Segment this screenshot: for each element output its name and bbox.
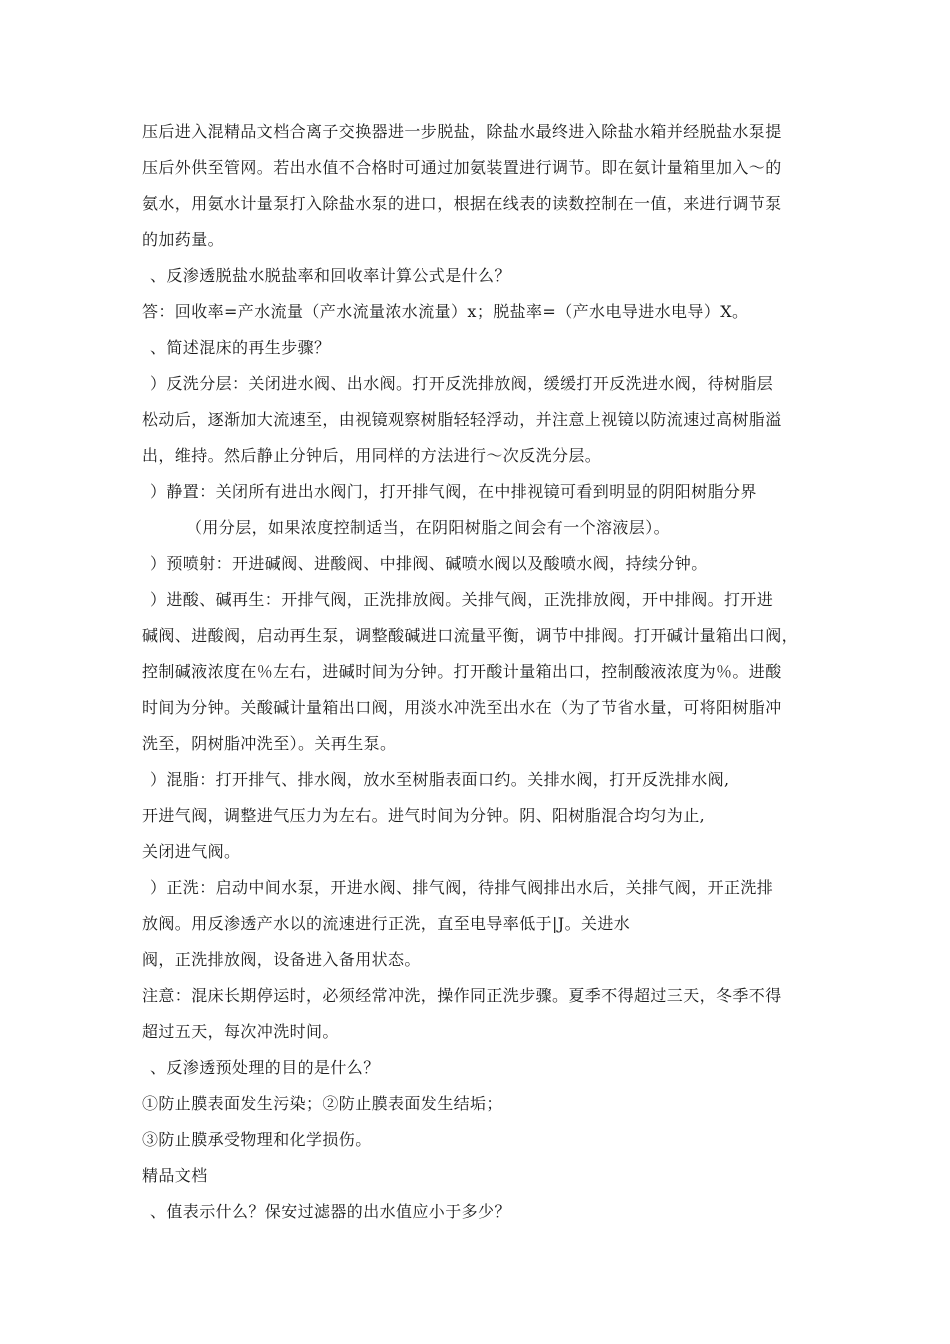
step-line: ）进酸、碱再生：开排气阀，正洗排放阀。关排气阀，正洗排放阀，开中排阀。打开进 [150,590,774,609]
step-line: ）预喷射：开进碱阀、进酸阀、中排阀、碱喷水阀以及酸喷水阀，持续分钟。 [150,554,708,573]
step-line: ）反洗分层：关闭进水阀、出水阀。打开反洗排放阀，缓缓打开反洗进水阀，待树脂层 [150,374,774,393]
paragraph-line: 的加药量。 [142,230,225,249]
paragraph-line: （用分层，如果浓度控制适当，在阴阳树脂之间会有一个溶液层）。 [186,518,671,537]
paragraph-line: 控制碱液浓度在％左右，进碱时间为分钟。打开酸计量箱出口，控制酸液浓度为％。进酸 [142,662,782,681]
paragraph-line: 碱阀、进酸阀，启动再生泵，调整酸碱进口流量平衡，调节中排阀。打开碱计量箱出口阀， [142,626,799,645]
paragraph-line: 开进气阀，调整进气压力为左右。进气时间为分钟。阴、阳树脂混合均匀为止, [142,806,706,825]
question-heading: 、反渗透预处理的目的是什么？ [150,1058,380,1077]
paragraph-line: 放阀。用反渗透产水以的流速进行正洗，直至电导率低于|J。关进水 [142,914,631,933]
step-line: ）静置：关闭所有进出水阀门，打开排气阀，在中排视镜可看到明显的阴阳树脂分界 [150,482,757,501]
note-line: 注意：混床长期停运时，必须经常冲洗，操作同正洗步骤。夏季不得超过三天，冬季不得 [142,986,782,1005]
watermark-text: 精品文档 [142,1166,208,1185]
paragraph-line: 时间为分钟。关酸碱计量箱出口阀，用淡水冲洗至出水在（为了节省水量，可将阳树脂冲 [142,698,782,717]
note-line: 超过五天，每次冲洗时间。 [142,1022,339,1041]
paragraph-line: 压后进入混精品文档合离子交换器进一步脱盐，除盐水最终进入除盐水箱并经脱盐水泵提 [142,122,782,141]
step-line: ）正洗：启动中间水泵，开进水阀、排气阀，待排气阀排出水后，关排气阀，开正洗排 [150,878,774,897]
paragraph-line: 出，维持。然后静止分钟后，用同样的方法进行～次反洗分层。 [142,446,602,465]
step-line: ）混脂：打开排气、排水阀，放水至树脂表面口约。关排水阀，打开反洗排水阀, [150,770,730,789]
paragraph-line: 氨水，用氨水计量泵打入除盐水泵的进口，根据在线表的读数控制在一值，来进行调节泵 [142,194,782,213]
question-heading: 、简述混床的再生步骤？ [150,338,331,357]
paragraph-line: 松动后，逐渐加大流速至，由视镜观察树脂轻轻浮动，并注意上视镜以防流速过高树脂溢 [142,410,782,429]
question-heading: 、值表示什么？保安过滤器的出水值应小于多少？ [150,1202,511,1221]
answer-line: ③防止膜承受物理和化学损伤。 [142,1130,372,1149]
paragraph-line: 洗至，阴树脂冲洗至）。关再生泵。 [142,734,397,753]
paragraph-line: 阀，正洗排放阀，设备进入备用状态。 [142,950,421,969]
paragraph-line: 压后外供至管网。若出水值不合格时可通过加氨装置进行调节。即在氨计量箱里加入～的 [142,158,782,177]
answer-line: ①防止膜表面发生污染；②防止膜表面发生结垢； [142,1094,503,1113]
answer-line: 答：回收率=产水流量（产水流量浓水流量）x；脱盐率=（产水电导进水电导）X。 [142,302,749,321]
paragraph-line: 关闭进气阀。 [142,842,241,861]
question-heading: 、反渗透脱盐水脱盐率和回收率计算公式是什么？ [150,266,511,285]
